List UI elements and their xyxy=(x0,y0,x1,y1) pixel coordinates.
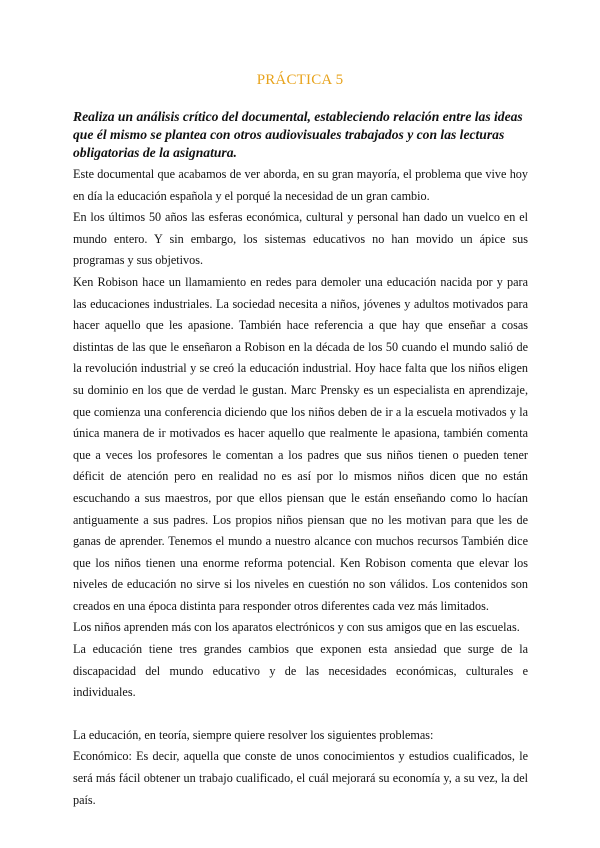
paragraph: Los niños aprenden más con los aparatos electrónicos y con sus amigos que en las escuelas. xyxy=(73,620,520,635)
paragraph: En los últimos 50 años las esferas económica, cultural y personal han dado un vuelco en el mundo entero. Y sin embargo, los sistemas educativos no han movido un ápice sus programas y sus objetivos. xyxy=(73,210,528,268)
paragraph: La educación tiene tres grandes cambios que exponen esta ansiedad que surge de la discapacidad del mundo educativo y de las necesidades económicas, culturales e individuales. xyxy=(73,642,528,700)
assignment-prompt: Realiza un análisis crítico del documental, estableciendo relación entre las ideas que él mismo se plantea con otros audiovisuales trabajados y con las lecturas obligatorias de la asignatura. xyxy=(73,109,523,160)
paragraph: Ken Robison hace un llamamiento en redes para demoler una educación nacida por y para las educaciones industriales. La sociedad necesita a niños, jóvenes y adultos motivados para hacer aquello que les apasione. También hace referencia a que hay que enseñar a cosas distintas de las que le enseñaron a Robison en la década de los 50 cuando el mundo salió de la revolución industrial y se creó la educación industrial. Hoy hace falta que los niños eligen su dominio en los que de verdad le gustan. Marc Prensky es un especialista en aprendizaje, que comienza una conferencia diciendo que los niños deben de ir a la escuela motivados y la única manera de ir motivados es hacer aquello que realmente le apasiona, también comenta que a veces los profesores le comentan a los padres que sus niños tienen o pueden tener déficit de atención pero en realidad no es así por lo mismos niños dicen que no están escuchando a sus maestros, por que ellos piensan que le están enseñando como lo hacían antiguamente a sus padres. Los propios niños piensan que no les motivan para que les de ganas de aprender. Tenemos el mundo a nuestro alcance con muchos recursos También dice que los niños tienen una enorme reforma potencial. Ken Robison comenta que elevar los niveles de educación no sirve si los niveles en cuestión no son válidos. Los contenidos son creados en una época distinta para responder otros diferentes cada vez más limitados. xyxy=(73,274,528,613)
paragraph-spacer xyxy=(73,704,528,725)
document-body xyxy=(73,164,528,811)
page-title: PRÁCTICA 5 xyxy=(256,72,344,88)
paragraph: La educación, en teoría, siempre quiere resolver los siguientes problemas: xyxy=(73,727,434,742)
paragraph: Económico: Es decir, aquella que conste de unos conocimientos y estudios cualificados, le será más fácil obtener un trabajo cualificado, el cuál mejorará su economía y, a su vez, la del país. xyxy=(73,749,528,807)
paragraph: Este documental que acabamos de ver aborda, en su gran mayoría, el problema que vive hoy en día la educación española y el porqué la necesidad de un gran cambio. xyxy=(73,167,528,203)
